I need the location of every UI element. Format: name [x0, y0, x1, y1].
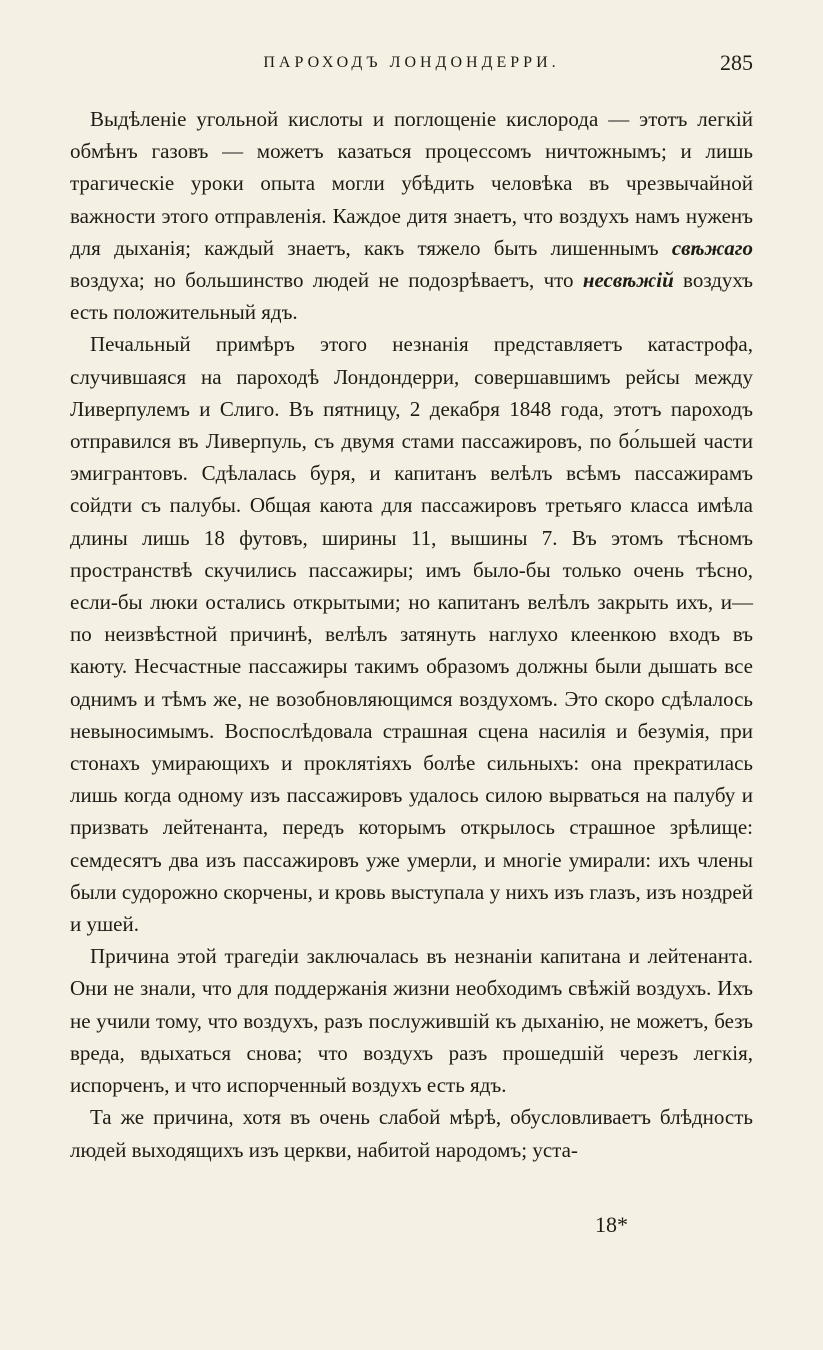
emphasis-stale: несвѣжій	[582, 268, 674, 293]
emphasis-fresh: свѣжаго	[671, 235, 753, 260]
page-number: 285	[720, 50, 753, 75]
paragraph-1-start: Выдѣленіе угольной кислоты и поглощеніе кислорода — этотъ легкій обмѣнъ газовъ — можетъ казаться процессомъ ничтожнымъ; и лишь трагическіе уроки опыта могли убѣдить человѣка въ чрезвычайной важности этого отправленія. Каждое дитя знаетъ, что воздухъ намъ нуженъ для дыханія; каждый знаетъ, какъ тяжело быть лишеннымъ	[70, 107, 753, 260]
paragraph-3: Причина этой трагедіи заключалась въ незнаніи капитана и лейтенанта. Они не знали, что для поддержанія жизни необходимъ свѣжій воздухъ. Ихъ не учили тому, что воздухъ, разъ послужившій къ дыханію, не можетъ, безъ вреда, вдыхаться снова; что воздухъ разъ прошедшій черезъ легкія, испорченъ, и что испорченный воздухъ есть ядъ.	[70, 944, 753, 1098]
paragraph-1-end: воздухъ есть положительный ядъ.	[70, 268, 753, 325]
body-text	[70, 103, 753, 1166]
paragraph-2: Печальный примѣръ этого незнанія представляетъ катастрофа, случившаяся на пароходѣ Лондондерри, совершавшимъ рейсы между Ливерпулемъ и Слиго. Въ пятницу, 2 декабря 1848 года, этотъ пароходъ отправился въ Ливерпуль, съ двумя стами пассажировъ, по бо́льшей части эмигрантовъ. Сдѣлалась буря, и капитанъ велѣлъ всѣмъ пассажирамъ сойдти съ палубы. Общая каюта для пассажировъ третьяго класса имѣла длины лишь 18 футовъ, ширины 11, вышины 7. Въ этомъ тѣсномъ пространствѣ скучились пассажиры; имъ было-бы только очень тѣсно, если-бы люки остались открытыми; но капитанъ велѣлъ закрыть ихъ, и—по неизвѣстной причинѣ, велѣлъ затянуть наглухо клеенкою входъ въ каюту. Несчастные пассажиры такимъ образомъ должны были дышать все однимъ и тѣмъ же, не возобновляющимся воздухомъ. Это скоро сдѣлалось невыносимымъ. Воспослѣдовала страшная сцена насилія и безумія, при стонахъ умирающихъ и проклятіяхъ болѣе сильныхъ: она прекратилась лишь когда одному изъ пассажировъ удалось силою вырваться на палубу и призвать лейтенанта, передъ которымъ открылось страшное зрѣлище: семдесятъ два изъ пассажировъ уже умерли, и многіе умирали: ихъ члены были судорожно скорчены, и кровь выступала у нихъ изъ глазъ, изъ ноздрей и ушей.	[70, 332, 753, 937]
paragraph-1-middle: воздуха; но большинство людей не подозрѣваетъ, что	[70, 268, 583, 293]
paragraph-4: Та же причина, хотя въ очень слабой мѣрѣ, обусловливаетъ блѣдность людей выходящихъ изъ церкви, набитой народомъ; уста-	[70, 1105, 753, 1162]
page-header	[70, 50, 753, 80]
signature-mark: 18*	[595, 1212, 628, 1237]
running-head: ПАРОХОДЪ ЛОНДОНДЕРРИ.	[263, 54, 560, 71]
paragraph-1	[70, 103, 753, 328]
